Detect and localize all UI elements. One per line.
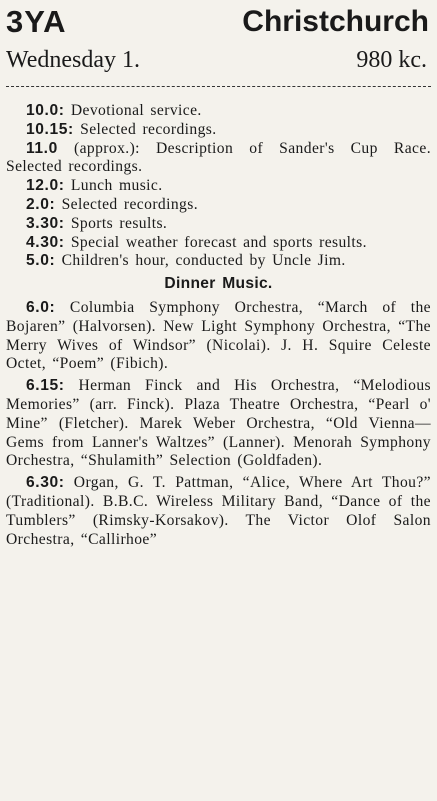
entry-text: Organ, G. T. Pattman, “Alice, Where Art Thou?” (Traditional). B.B.C. Wireless Military Band, “Dance of the Tumblers” (Rimsky-Korsakov). The Victor Olof Salon Orchestra, “Callirhoe” — [6, 474, 431, 548]
entry-time: 10.15: — [26, 120, 74, 138]
broadcast-day: Wednesday 1. — [6, 47, 141, 73]
station-call-sign: 3YA — [6, 4, 67, 39]
header-divider — [6, 86, 431, 87]
entry-time: 5.0: — [26, 252, 56, 270]
programme-entry — [6, 121, 431, 140]
entry-text: Herman Finck and His Orchestra, “Melodious Memories” (arr. Finck). Plaza Theatre Orchestra, “Pearl o' Mine” (Fletcher). Marek Weber Orchestra, “Old Vienna—Gems from Lanner's Waltzes” (Lanner). Menorah Symphony Orchestra, “Shulamith” Selection (Goldfaden). — [6, 377, 431, 470]
dinner-music-section — [6, 299, 431, 549]
programme-entry — [6, 177, 431, 196]
entry-time: 12.0: — [26, 177, 65, 195]
newspaper-clipping — [6, 4, 431, 797]
station-frequency: 980 kc. — [356, 47, 427, 73]
entry-text: Special weather forecast and sports results. — [64, 233, 367, 251]
entry-text: Selected recordings. — [73, 120, 217, 138]
programme-entry — [6, 215, 431, 234]
entry-time: 6.30: — [26, 474, 65, 492]
dinner-entry — [6, 377, 431, 471]
dinner-music-heading: Dinner Music. — [164, 275, 273, 293]
station-masthead — [6, 4, 431, 82]
entry-text: Selected recordings. — [55, 195, 199, 213]
programme-entry — [6, 140, 431, 178]
entry-text: Devotional service. — [64, 102, 202, 119]
entry-text: Children's hour, conducted by Uncle Jim. — [55, 252, 346, 270]
entry-time: 4.30: — [26, 233, 65, 251]
entry-text: Sports results. — [64, 214, 168, 232]
programme-entry — [6, 102, 431, 121]
entry-text: Lunch music. — [64, 177, 163, 195]
programme-entry — [6, 252, 431, 271]
entry-time: 6.0: — [26, 298, 56, 316]
programme-listing — [6, 102, 431, 552]
entry-time: 6.15: — [26, 377, 65, 395]
programme-entry — [6, 196, 431, 215]
entry-time: 11.0 — [26, 139, 58, 157]
entry-time: 10.0: — [26, 102, 65, 119]
station-city: Christchurch — [242, 5, 429, 38]
entry-text: Columbia Symphony Orchestra, “March of the Bojaren” (Halvorsen). New Light Symphony Orchestra, “The Merry Wives of Windsor” (Nicolai). J. H. Squire Celeste Octet, “Poem” (Fibich). — [6, 298, 431, 373]
entry-time: 3.30: — [26, 214, 65, 232]
entry-time: 2.0: — [26, 195, 56, 213]
dinner-entry — [6, 474, 431, 549]
entry-text: (approx.): Description of Sander's Cup Race. Selected recordings. — [6, 139, 431, 176]
dinner-entry — [6, 299, 431, 374]
programme-entry — [6, 234, 431, 253]
